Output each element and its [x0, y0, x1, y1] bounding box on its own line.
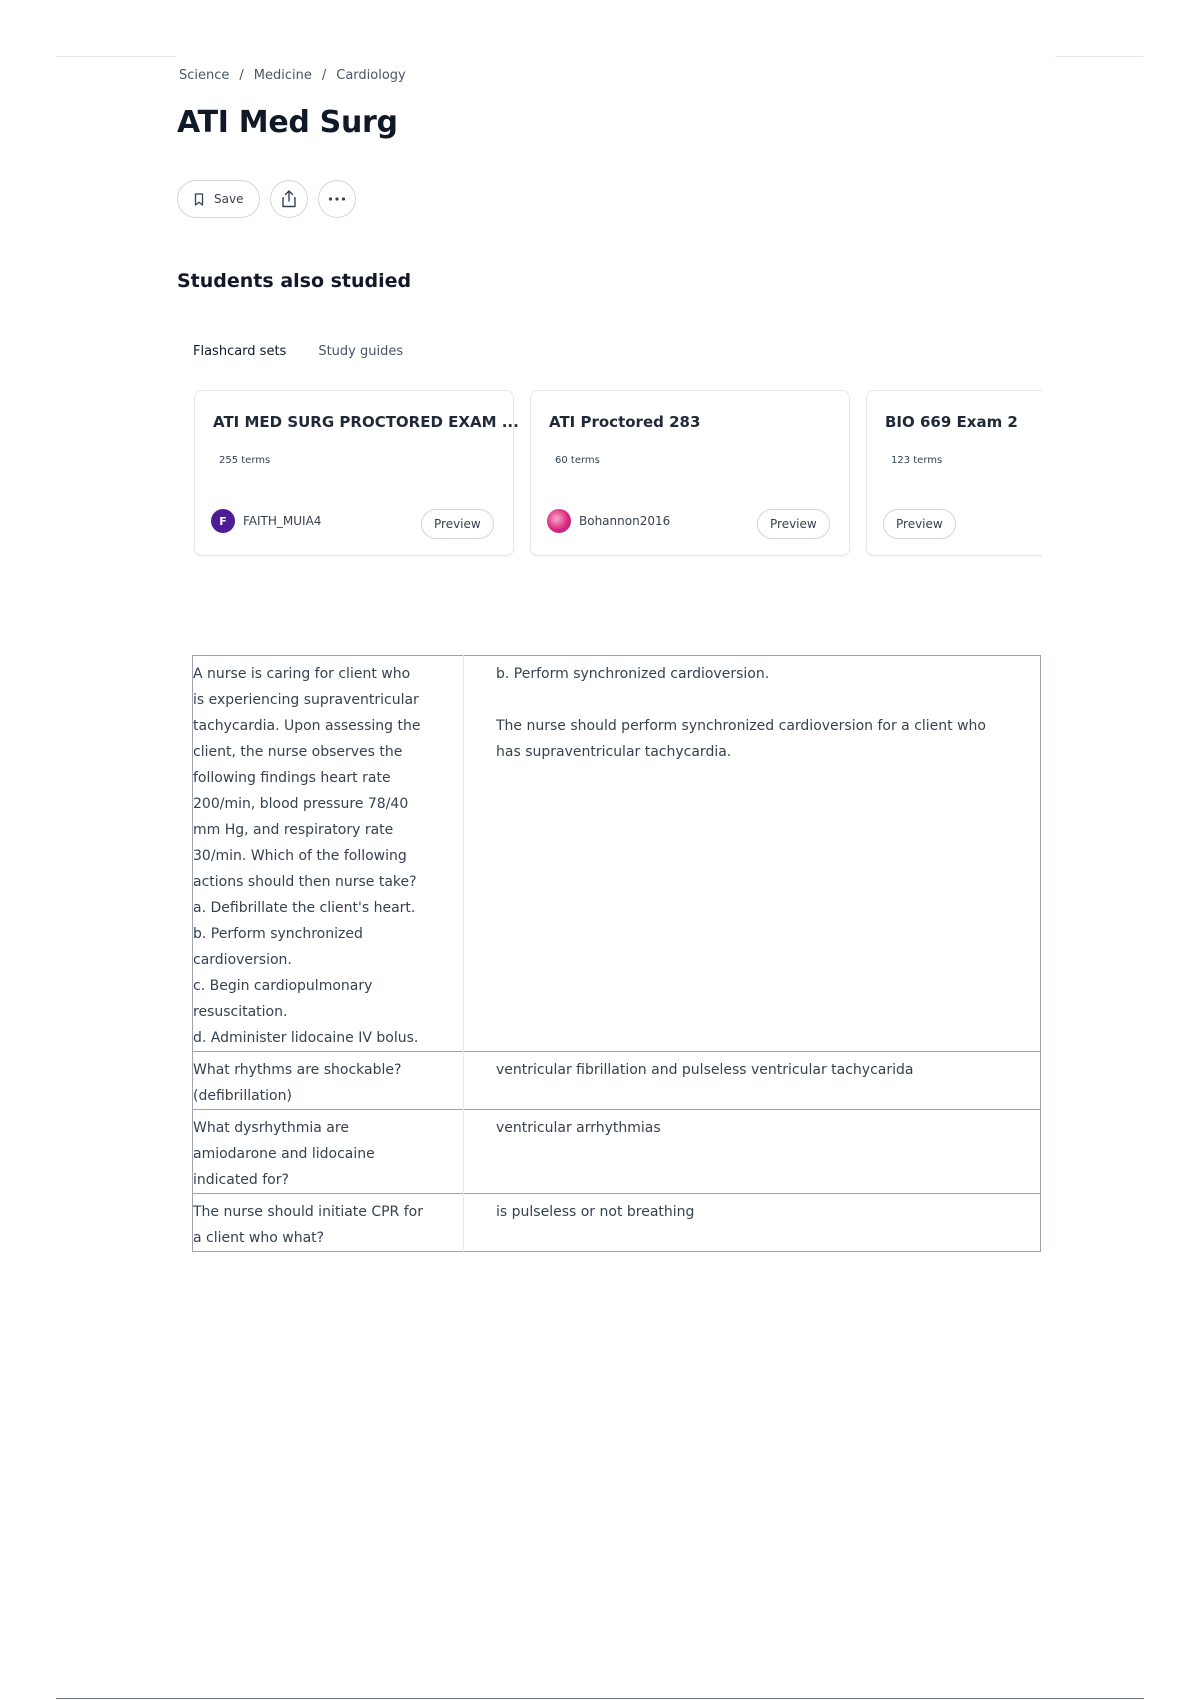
term-line: resuscitation. [193, 1004, 288, 1020]
study-set-card[interactable] [194, 390, 519, 556]
term-line: mm Hg, and respiratory rate [193, 822, 394, 838]
breadcrumb-separator: / [321, 68, 327, 83]
breadcrumb-science[interactable]: Science [179, 68, 230, 83]
card-title: ATI MED SURG PROCTORED EXAM ... [213, 413, 519, 431]
save-button-label: Save [214, 192, 244, 206]
flashcard-definition [464, 1110, 1041, 1194]
more-icon [328, 197, 346, 201]
term-line: a client who what? [193, 1230, 325, 1246]
definition-paragraph: The nurse should perform synchronized cardioversion for a client who has supraventricular tachycardia. [496, 718, 986, 760]
flashcard-row [193, 656, 1041, 1052]
flashcard-definition [464, 1194, 1041, 1252]
breadcrumb [179, 68, 406, 83]
definition-paragraph: ventricular fibrillation and pulseless ventricular tachycarida [496, 1062, 914, 1078]
author-name: Bohannon2016 [579, 514, 671, 528]
term-line: following findings heart rate [193, 770, 391, 786]
flashcard-row [193, 1194, 1041, 1252]
breadcrumb-separator: / [239, 68, 244, 83]
share-icon [281, 190, 297, 208]
term-line: What rhythms are shockable? [193, 1062, 402, 1078]
term-line: c. Begin cardiopulmonary [193, 978, 373, 994]
preview-button[interactable]: Preview [757, 509, 830, 539]
flashcard-row [193, 1110, 1041, 1194]
term-line: amiodarone and lidocaine [193, 1146, 375, 1162]
card-title: ATI Proctored 283 [549, 413, 701, 431]
card-author[interactable] [211, 509, 321, 533]
term-line: is experiencing supraventricular [193, 692, 419, 708]
term-line: b. Perform synchronized [193, 926, 363, 942]
author-name: FAITH_MUIA4 [243, 514, 322, 528]
breadcrumb-cardiology[interactable]: Cardiology [336, 68, 406, 83]
term-line: 200/min, blood pressure 78/40 [193, 796, 409, 812]
flashcard-term [193, 1052, 464, 1110]
flashcard-term [193, 1110, 464, 1194]
study-set-card[interactable] [866, 390, 1042, 556]
term-line: tachycardia. Upon assessing the [193, 718, 421, 734]
term-line: A nurse is caring for client who [193, 666, 411, 682]
tab-flashcard-sets[interactable]: Flashcard sets [193, 344, 287, 359]
bottom-divider [56, 1698, 1144, 1699]
share-button[interactable] [270, 180, 308, 218]
preview-button[interactable]: Preview [883, 509, 956, 539]
card-terms-count: 60 terms [555, 455, 600, 466]
more-options-button[interactable] [318, 180, 356, 218]
term-line: (defibrillation) [193, 1088, 292, 1104]
tab-study-guides[interactable]: Study guides [318, 344, 404, 359]
breadcrumb-medicine[interactable]: Medicine [253, 68, 312, 83]
definition-paragraph: b. Perform synchronized cardioversion. [496, 666, 770, 682]
term-line: cardioversion. [193, 952, 292, 968]
card-title: BIO 669 Exam 2 [885, 413, 1018, 431]
card-terms-count: 123 terms [891, 455, 943, 466]
top-divider-left [56, 56, 176, 57]
flashcard-definition [464, 1052, 1041, 1110]
preview-button[interactable]: Preview [421, 509, 494, 539]
top-divider-right [1055, 56, 1143, 57]
term-line: client, the nurse observes the [193, 744, 403, 760]
term-line: a. Defibrillate the client's heart. [193, 900, 416, 916]
definition-paragraph: is pulseless or not breathing [496, 1204, 695, 1220]
avatar [547, 509, 571, 533]
students-also-studied-heading: Students also studied [177, 270, 412, 292]
flashcard-table [192, 655, 1041, 1252]
study-tabs [193, 344, 403, 359]
page-title: ATI Med Surg [177, 105, 398, 140]
flashcard-term [193, 656, 464, 1052]
term-line: indicated for? [193, 1172, 289, 1188]
flashcard-definition [464, 656, 1041, 1052]
term-line: The nurse should initiate CPR for [193, 1204, 423, 1220]
flashcard-term [193, 1194, 464, 1252]
card-author[interactable] [547, 509, 670, 533]
avatar: F [211, 509, 235, 533]
term-line: d. Administer lidocaine IV bolus. [193, 1030, 419, 1046]
bookmark-icon [194, 193, 204, 206]
study-set-carousel [192, 388, 1042, 560]
study-set-card[interactable] [530, 390, 850, 556]
save-button[interactable] [177, 180, 260, 218]
card-terms-count: 255 terms [219, 455, 271, 466]
term-line: What dysrhythmia are [193, 1120, 349, 1136]
action-bar [177, 180, 356, 218]
definition-paragraph: ventricular arrhythmias [496, 1120, 661, 1136]
term-line: 30/min. Which of the following [193, 848, 407, 864]
flashcard-row [193, 1052, 1041, 1110]
term-line: actions should then nurse take? [193, 874, 417, 890]
